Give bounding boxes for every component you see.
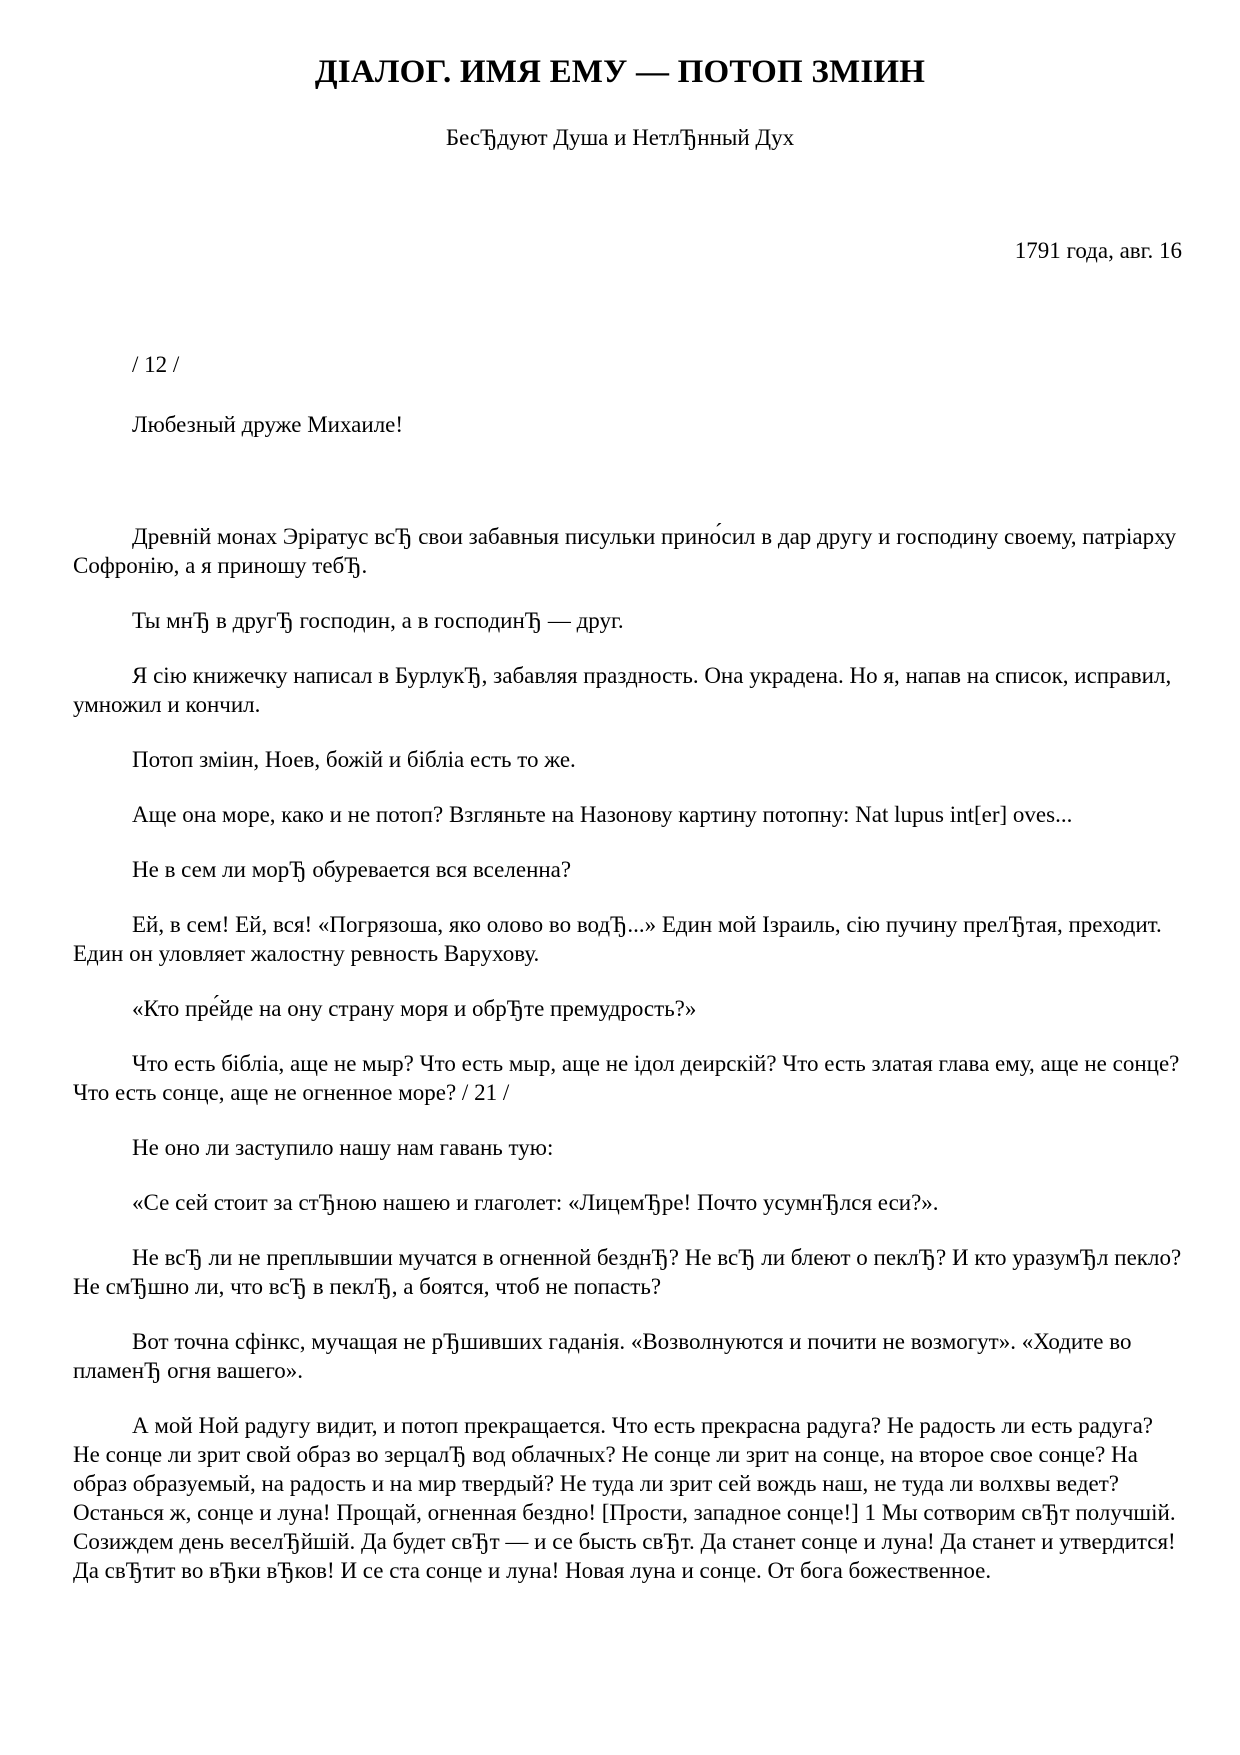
document-date: 1791 года, авг. 16: [1014, 238, 1182, 263]
paragraph: Ты мнЂ в другЂ господин, а в господинЂ — друг.: [132, 608, 624, 633]
document-subtitle: БесЂдуют Душа и НетлЂнный Дух: [445, 125, 795, 150]
paragraph: Потоп зміин, Ноев, божій и бібліа есть то же.: [132, 747, 576, 772]
paragraph: Аще она море, како и не потоп? Взгляньте на Назонову картину потопну: Nat lupus int[er] oves...: [132, 802, 1073, 827]
page-marker: / 12 /: [132, 352, 180, 377]
paragraph: Я сію книжечку написал в БурлукЂ, забавляя праздность. Она украдена. Но я, напав на список, исправил, умножил и кончил.: [73, 663, 1172, 717]
paragraph: «Кто пре́йде на ону страну моря и обрЂте премудрость?»: [132, 996, 697, 1021]
salutation: Любезный друже Михаиле!: [132, 412, 404, 437]
paragraph: Ей, в сем! Ей, вся! «Погрязоша, яко олово во водЂ...» Един мой Ізраиль, сію пучину прелЂтая, преходит. Един он уловляет жалостну ревность Варухову.: [73, 912, 1162, 966]
paragraph: А мой Ной радугу видит, и потоп прекращается. Что есть прекрасна радуга? Не радость ли есть радуга? Не сонце ли зрит свой образ во зерцалЂ вод облачных? Не сонце ли зрит на сонце, на второе свое сонце? На образ образуемый, на радость и на мир твердый? Не туда ли зрит сей вождь наш, не туда ли волхвы ведет? Останься ж, сонце и луна! Прощай, огненная бездно! [Прости, западное сонце!] 1 Мы сотворим свЂт получшій. Созиждем день веселЂйшій. Да будет свЂт — и се бысть свЂт. Да станет сонце и луна! Да станет и утвердится! Да свЂтит во вЂки вЂков! И се ста сонце и луна! Новая луна и сонце. От бога божественное.: [73, 1413, 1176, 1583]
paragraph: Не оно ли заступило нашу нам гавань тую:: [132, 1135, 554, 1160]
paragraph: «Се сей стоит за стЂною нашею и глаголет: «ЛицемЂре! Почто усумнЂлся еси?».: [132, 1190, 939, 1215]
body-text: [73, 522, 1183, 1611]
document-title: ДІАЛОГ. ИМЯ ЕМУ — ПОТОП ЗМІИН: [314, 54, 926, 90]
paragraph: Не в сем ли морЂ обуревается вся вселенна?: [132, 857, 572, 882]
paragraph: Древній монах Эріратус всЂ свои забавныя писульки прино́сил в дар другу и господину своему, патріарху Софронію, а я приношу тебЂ.: [73, 524, 1177, 578]
paragraph: Что есть бібліа, аще не мыр? Что есть мыр, аще не ідол деирскій? Что есть златая глава ему, аще не сонце? Что есть сонце, аще не огненное море? / 21 /: [73, 1051, 1180, 1105]
paragraph: Не всЂ ли не преплывшии мучатся в огненной безднЂ? Не всЂ ли блеют о пеклЂ? И кто уразумЂл пекло? Не смЂшно ли, что всЂ в пеклЂ, а боятся, чтоб не попасть?: [73, 1245, 1182, 1299]
paragraph: Вот точна сфінкс, мучащая не рЂшивших гаданія. «Возволнуются и почити не возмогут». «Ходите во пламенЂ огня вашего».: [73, 1329, 1132, 1383]
